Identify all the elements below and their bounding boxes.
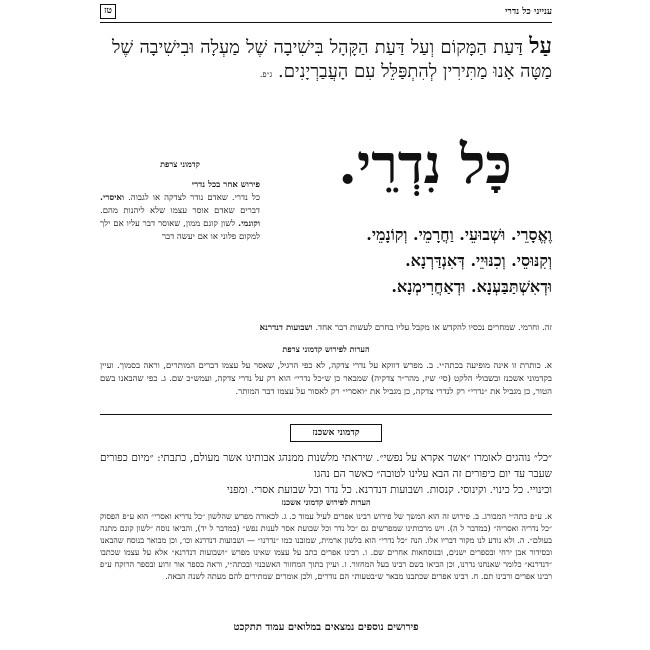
kol-nidrei-title: כָּל נִדְרֵי. <box>338 132 512 196</box>
page-header <box>100 4 552 20</box>
top-prayer-source: ג״פ. <box>259 70 273 79</box>
running-title: ענייני כל נדרי <box>505 7 552 17</box>
top-prayer-text: דַּעַת הַמָּקוֹם וְעַל דַּעַת הַקָּהָל בִּישִׁיבָה שֶׁל מַעְלָה וּבִישִׁיבָה שֶׁל מַטָּה אָנוּ מַתִּירִין לְהִתְפַּלֵּל עִם הָעֲבַרְיָנִים. <box>112 37 552 82</box>
continuation-bold: ושבועות דנדרנא <box>259 323 313 333</box>
side-commentary <box>100 158 260 244</box>
commentary-continuation <box>100 322 552 335</box>
side-commentary-intro: כל נדרי. שאדם נודר לצדקה או לגבוה. <box>128 193 261 203</box>
main-line-2: וְקִנּוּסֵי. וְכִנּוּיֵי. דְּאִנְדַּרְנָא. <box>405 251 552 270</box>
continuation-text: זה. וחרמי. שמחרים נכסיו להקדש או מקבל עליו בחרם לעשות דבר אחד. <box>315 323 552 333</box>
notes-heading-tzarfat: הערות לפירוש קדמוני צרפת <box>282 344 370 354</box>
main-line-1: וֶאֱסָרֵי. וּשְׁבוּעֵי. וַחֲרָמֵי. וְקוֹנָמֵי. <box>366 225 552 244</box>
side-commentary-text-1: דברים שאדם אוסר עצמו שלא ליהנות מהם. <box>100 206 260 216</box>
page-number: טז <box>100 4 116 19</box>
footer-note: פירושים נוספים נמצאים במלואים עמוד תתקכט <box>233 622 419 633</box>
ashkenaz-commentary <box>100 450 552 498</box>
side-commentary-text-2: לשון קונם ממון, שאוסר דבר עליו אם ילך למקום פלוני או אם יעשה דבר <box>100 219 260 242</box>
top-prayer-first-word: עַל <box>529 33 552 59</box>
notes-heading-ashkenaz: הערות לפירוש קדמוני אשכנז <box>281 497 371 507</box>
side-commentary-term-isarei: ואיסרי. <box>100 193 125 203</box>
side-commentary-term-konamei: וקונמי. <box>238 219 260 229</box>
main-line-3: וּדְאִשְׁתַּבַּעְנָא. וּדְאַחֲרִימְנָא. <box>391 277 552 296</box>
ashkenaz-text-1: ״כל״ נוהגים לאומרו ״אשר אקרא על נפשי״. שיראתי מלשנות ממנהג אבותינו אשר מעולם, כתבתי: ״מיום כפורים שעבר עד יום כיפורים זה הבא עלינו לטובה״ כאשר הם נהגו <box>100 452 552 480</box>
notes-ashkenaz-text: א. ע״פ כתה״י המבורג. ב. פירוש זה הוא המשך של פירוש רבינו אפרים לעיל עמוד כ. ג. לכאורה מפרש שהלשון ״כל נדריא ואסרי״ הוא ע״פ הפסוק ״כל נדריה ואסריה״ (במדבר ל ה). ויש מרבותינו שמפרשים גם ״כל נדר וכל שבועת אסר לענות נפש״ (במדבר ל יד), והביאו נוסח ״לשון קונם מתנה בעולם״. ה. ולא נודע לנו מקור דבריו אלו. הנה ״כל נדרי״ הוא בלשון ארמית, שמובנו כמו ״נדרנו״ — ושבועות דנדרנא וכו׳, וכן מבואר בנוסח שהבאנו ובסידור אבן ירחי ובספרים ישנים, ובנוסחאות אחרים שם. ו. רבינו אפרים כתב על עצמו שאינו מפרש ״ושבועות דנדרנא״ אלא על עצמו שכתבו ״דנדרנא״ כלומר שאנחנו נדרנו, וכן הביאו בשם רבינו בעל המחזור. ז. ועיין בתוך המחזור האשכנזי ובכתה״י, וראה בספר אור זרוע ובספר הרוקח ע״פ רבינו אפרים ורבינו תם. ח. רבינו אפרים שכתבנו מבאר ש״בטעות״ הם נודרים, ולכן אומרים שמתירים להם מעתה לשנה הבאה. <box>100 512 552 581</box>
top-prayer <box>112 34 552 87</box>
ashkenaz-heading-box: קדמוני אשכנז <box>290 424 382 442</box>
ashkenaz-text-2: וכינויי. כל כינוי. וקינוסי. קנסות. ושבועות דנדרנא. כל נדר וכל שבועת אסרי. ומפני <box>227 484 552 496</box>
notes-tzarfat-text: א. כותרת זו אינה מופיעה בכתה״י. ב. מפרש דווקא על נדרי צדקה, לא כפי הרגיל, שאסר על עצמו דברים המותרים, וראה בסמוך. ועיין בקדמוני אשכנז ובשבולי הלקט (סי׳ שיז, מהר״ר צדקיה) שמבאר כן ש״כל נדרי״ הוא רק על נדרי צדקה, ועמש״כ שם. ג. כפי שהבאנו בשם הטור, כן מגביל את ״נדרי״ רק לנדרי צדקה, כן מגביל את ״ואסרי״ רק לאסור על עצמו דבר המותר. <box>100 361 552 397</box>
section-rule <box>100 414 552 415</box>
main-prayer-text <box>272 222 552 300</box>
side-commentary-heading: קדמוני צרפת <box>160 159 200 169</box>
side-commentary-lead: פירוש אחר בכל נדרי <box>191 180 260 190</box>
header-rule <box>100 22 552 23</box>
